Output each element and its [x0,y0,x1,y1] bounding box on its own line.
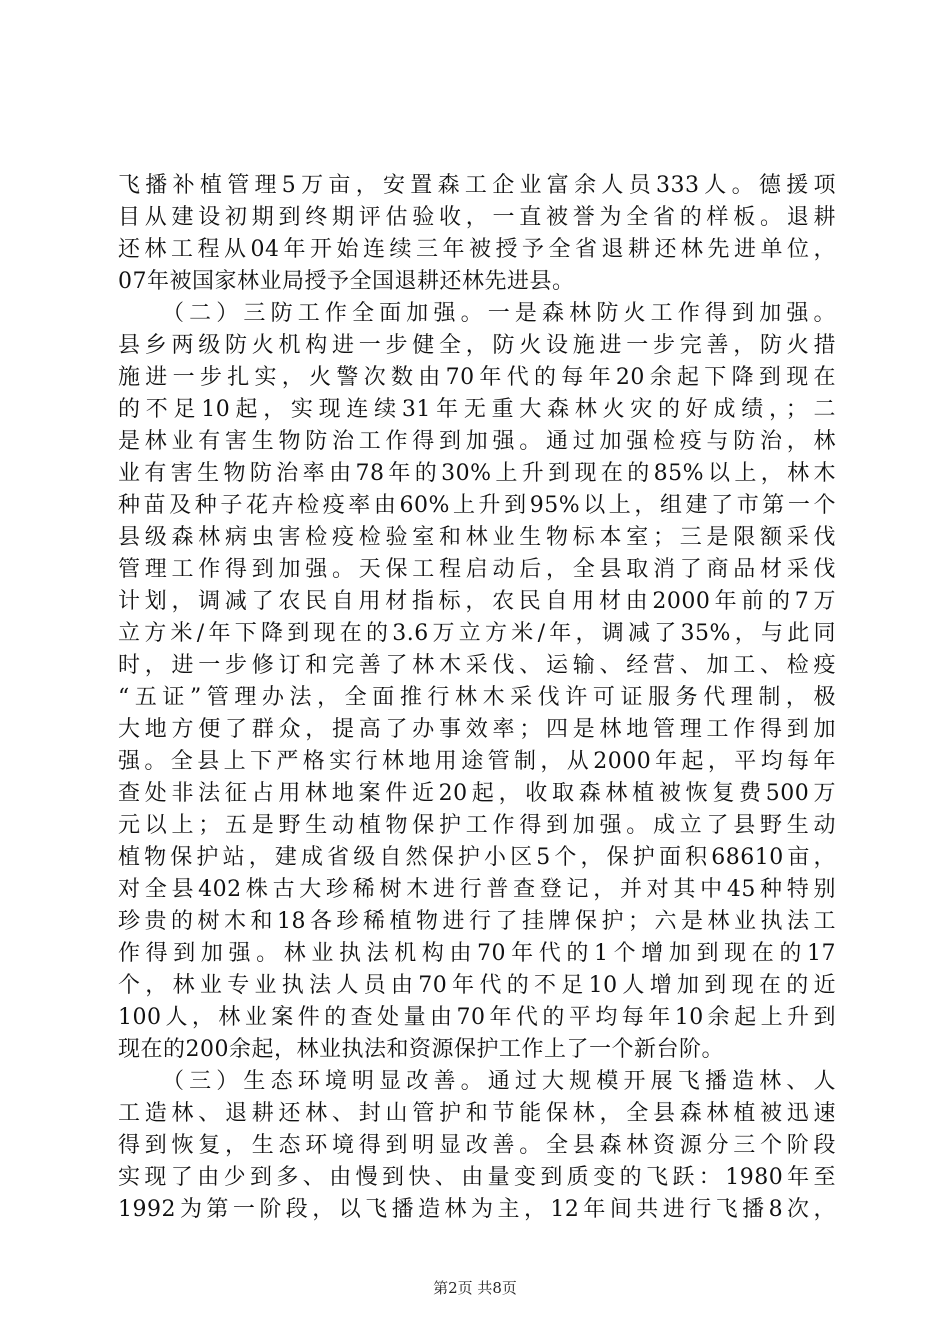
page-footer: 第2页 共8页 [433,1279,517,1297]
text-line: 计划，调减了农民自用材指标，农民自用材由2000年前的7万 [118,589,836,614]
text-line: “五证”管理办法，全面推行林木采伐许可证服务代理制，极 [118,685,836,710]
text-line: 立方米/年下降到现在的3.6万立方米/年，调减了35%，与此同 [118,621,836,646]
paragraph-start-line: （三）生态环境明显改善。通过大规模开展飞播造林、人 [162,1069,836,1094]
text-line: 飞播补植管理5万亩，安置森工企业富余人员333人。德援项 [118,173,836,198]
text-line: 得到恢复，生态环境得到明显改善。全县森林资源分三个阶段 [118,1133,836,1158]
text-line: 的不足10起，实现连续31年无重大森林火灾的好成绩，；二 [118,397,836,422]
text-line: 100人，林业案件的查处量由70年代的平均每年10余起上升到 [118,1005,836,1030]
text-line: 1992为第一阶段，以飞播造林为主，12年间共进行飞播8次， [118,1197,836,1222]
text-line: 个，林业专业执法人员由70年代的不足10人增加到现在的近 [118,973,836,998]
text-line: 07年被国家林业局授予全国退耕还林先进县。 [118,269,575,294]
text-line: 珍贵的树木和18各珍稀植物进行了挂牌保护；六是林业执法工 [118,909,836,934]
text-line: 县乡两级防火机构进一步健全，防火设施进一步完善，防火措 [118,333,836,358]
body-text [118,170,836,1226]
text-line: 对全县402株古大珍稀树木进行普查登记，并对其中45种特别 [118,877,836,902]
text-line: 种苗及种子花卉检疫率由60%上升到95%以上，组建了市第一个 [118,493,836,518]
text-line: 强。全县上下严格实行林地用途管制，从2000年起，平均每年 [118,749,836,774]
text-line: 管理工作得到加强。天保工程启动后，全县取消了商品材采伐 [118,557,836,582]
text-line: 是林业有害生物防治工作得到加强。通过加强检疫与防治，林 [118,429,836,454]
text-line: 现在的200余起，林业执法和资源保护工作上了一个新台阶。 [118,1037,724,1062]
text-line: 元以上；五是野生动植物保护工作得到加强。成立了县野生动 [118,813,836,838]
text-line: 还林工程从04年开始连续三年被授予全省退耕还林先进单位， [118,237,836,262]
text-line: 实现了由少到多、由慢到快、由量变到质变的飞跃：1980年至 [118,1165,836,1190]
text-line: 大地方便了群众，提高了办事效率；四是林地管理工作得到加 [118,717,836,742]
text-line: 县级森林病虫害检疫检验室和林业生物标本室；三是限额采伐 [118,525,836,550]
paragraph-start-line: （二）三防工作全面加强。一是森林防火工作得到加强。 [162,301,836,326]
text-line: 施进一步扎实，火警次数由70年代的每年20余起下降到现在 [118,365,836,390]
text-line: 目从建设初期到终期评估验收，一直被誉为全省的样板。退耕 [118,205,836,230]
text-line: 业有害生物防治率由78年的30%上升到现在的85%以上，林木 [118,461,836,486]
text-line: 植物保护站，建成省级自然保护小区5个，保护面积68610亩， [118,845,836,870]
text-line: 查处非法征占用林地案件近20起，收取森林植被恢复费500万 [118,781,836,806]
text-line: 作得到加强。林业执法机构由70年代的1个增加到现在的17 [118,941,836,966]
text-line: 时，进一步修订和完善了林木采伐、运输、经营、加工、检疫 [118,653,836,678]
text-line: 工造林、退耕还林、封山管护和节能保林，全县森林植被迅速 [118,1101,836,1126]
